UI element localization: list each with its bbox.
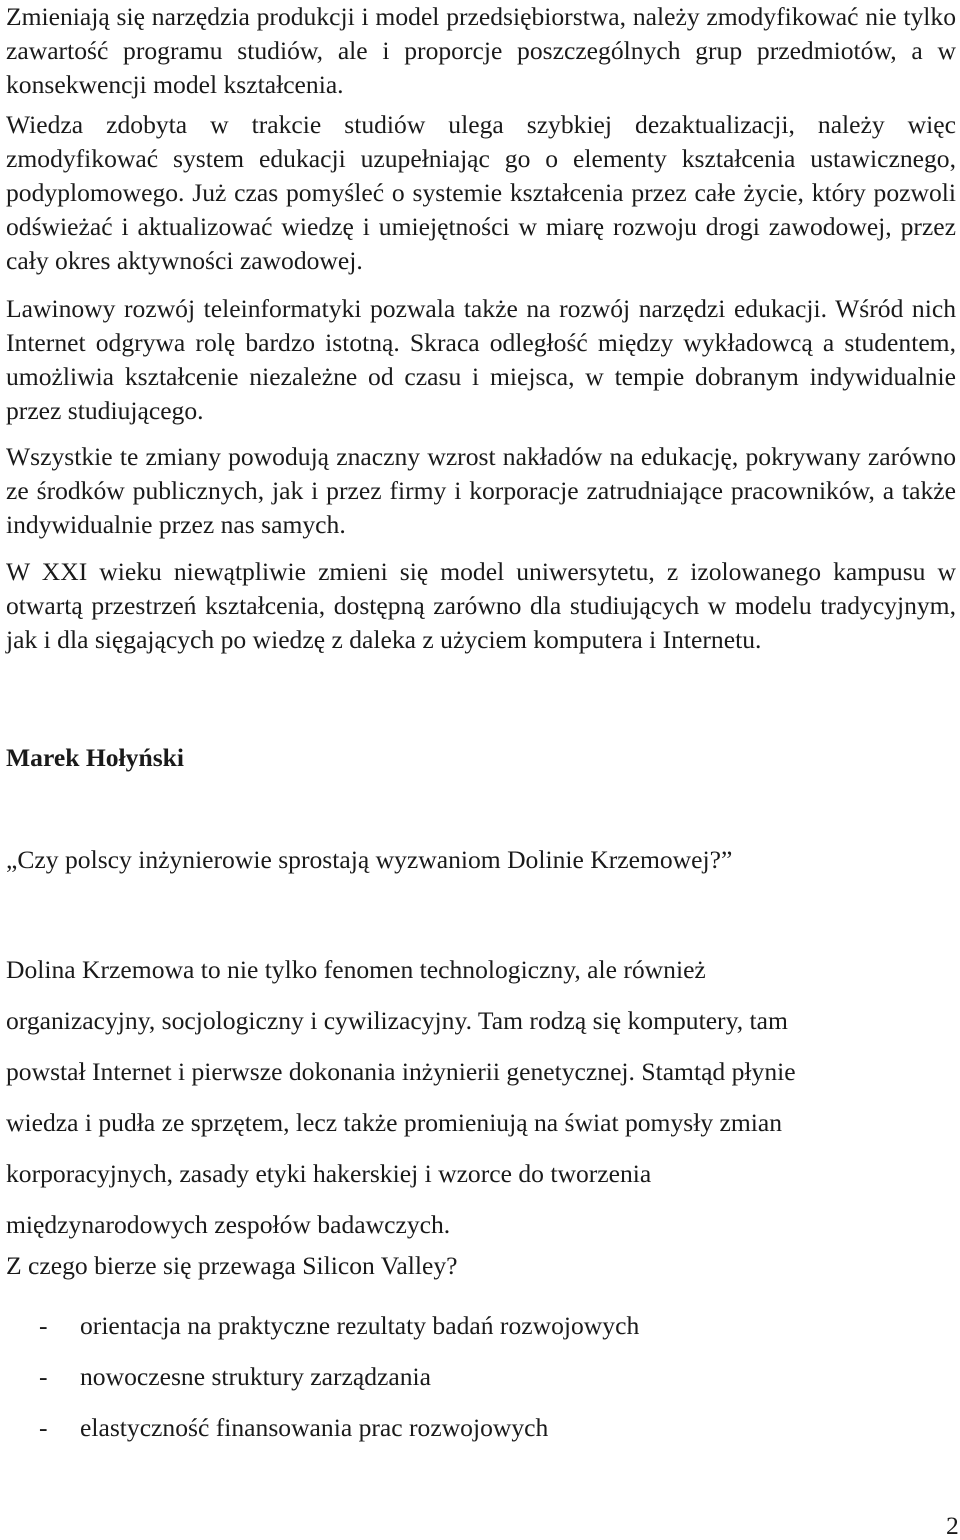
list-item — [6, 1351, 639, 1402]
list-dash: - — [39, 1362, 48, 1391]
question-heading: Z czego bierze się przewaga Silicon Valley? — [6, 1251, 458, 1280]
list-item-text: elastyczność finansowania prac rozwojowych — [80, 1413, 549, 1442]
author-name: Marek Hołyński — [6, 743, 184, 772]
list-item — [6, 1300, 639, 1351]
advantages-list — [6, 1300, 639, 1453]
paragraph-university-model: W XXI wieku niewątpliwie zmieni się model uniwersytetu, z izolowanego kampusu w otwartą przestrzeń kształcenia, dostępną zarówno dla studiujących w modelu tradycyjnym, jak i dla sięgających po wiedzę z daleka z użyciem komputera i Internetu. — [6, 557, 956, 654]
article-title: „Czy polscy inżynierowie sprostają wyzwaniom Dolinie Krzemowej?” — [6, 845, 733, 874]
paragraph-lifelong-learning: Wiedza zdobyta w trakcie studiów ulega szybkiej dezaktualizacji, należy więc zmodyfikować system edukacji uzupełniając go o elementy kształcenia ustawicznego, podyplomowego. Już czas pomyśleć o systemie kształcenia przez całe życie, który pozwoli odświeżać i aktualizować wiedzę i umiejętności w miarę rozwoju drogi zawodowej, przez cały okres aktywności zawodowej. — [6, 110, 956, 275]
list-dash: - — [39, 1311, 48, 1340]
list-item-text: orientacja na praktyczne rezultaty badań rozwojowych — [80, 1311, 640, 1340]
list-item-text: nowoczesne struktury zarządzania — [80, 1362, 432, 1391]
list-item — [6, 1402, 639, 1453]
paragraph-tools-change: Zmieniają się narzędzia produkcji i model przedsiębiorstwa, należy zmodyfikować nie tylko zawartość programu studiów, ale i proporcje poszczególnych grup przedmiotów, a w konsekwencji model kształcenia. — [6, 2, 956, 99]
paragraph-silicon-valley: Dolina Krzemowa to nie tylko fenomen technologiczny, ale również organizacyjny, socjologiczny i cywilizacyjny. Tam rodzą się komputery, tam powstał Internet i pierwsze dokonania inżynierii genetycznej. Stamtąd płynie wiedza i pudła ze sprzętem, lecz także promieniują na świat pomysły zmian korporacyjnych, zasady etyki hakerskiej i wzorce do tworzenia międzynarodowych zespołów badawczych. — [6, 955, 796, 1239]
page-number: 2 — [946, 1511, 959, 1540]
list-dash: - — [39, 1413, 48, 1442]
paragraph-education-costs: Wszystkie te zmiany powodują znaczny wzrost nakładów na edukację, pokrywany zarówno ze środków publicznych, jak i przez firmy i korporacje zatrudniające pracowników, a także indywidualnie przez nas samych. — [6, 442, 956, 539]
paragraph-teleinformatics: Lawinowy rozwój teleinformatyki pozwala także na rozwój narzędzi edukacji. Wśród nich Internet odgrywa rolę bardzo istotną. Skraca odległość między wykładowcą a studentem, umożliwia kształcenie niezależne od czasu i miejsca, w tempie dobranym indywidualnie przez studiującego. — [6, 294, 956, 425]
